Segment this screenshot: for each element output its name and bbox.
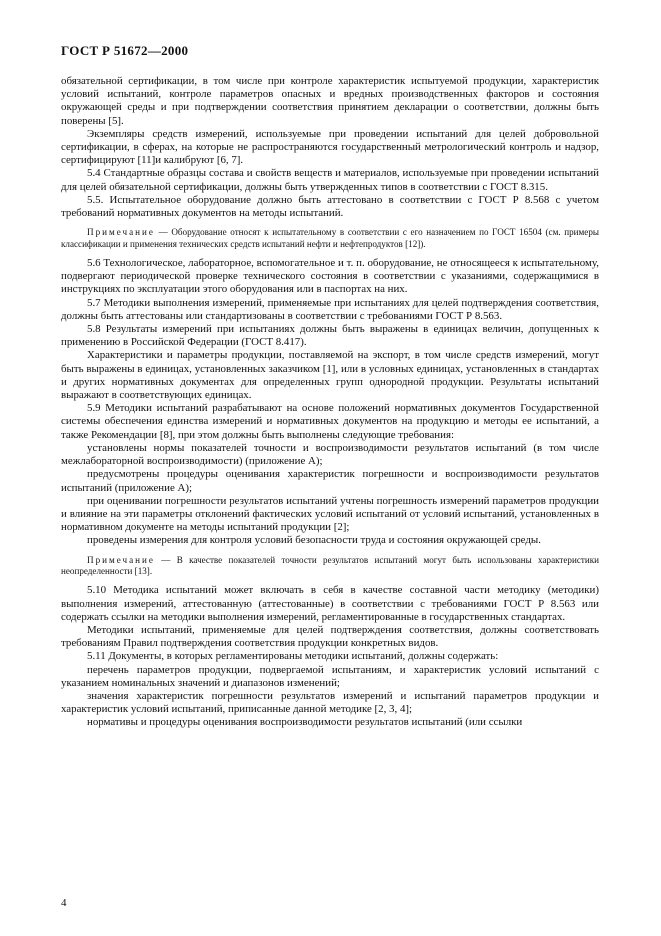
paragraph: Методики испытаний, применяемые для целей подтверждения соответствия, должны соответствовать требованиям Правил подтверждения соответствия продукции конкретных видов. bbox=[61, 623, 599, 650]
paragraph: 5.4 Стандартные образцы состава и свойств веществ и материалов, используемые при проведении испытаний для целей обязательной сертификации, должны быть утвержденных типов в соответствии с ГОСТ 8.315. bbox=[61, 167, 599, 193]
paragraph: Характеристики и параметры продукции, поставляемой на экспорт, в том числе средств измерений, могут быть выражены в единицах, установленных заказчиком [1], или в условных единицах, установленных в стандартах и других нормативных документах для определенных групп однородной продукции. Результаты испытаний выражают в соответствующих единицах. bbox=[61, 349, 599, 402]
document-body bbox=[61, 75, 599, 730]
note-text: — В качестве показателей точности результатов испытаний могут быть использованы характеристики неопределенности [13]. bbox=[61, 554, 599, 576]
paragraph: нормативы и процедуры оценивания воспроизводимости результатов испытаний (или ссылки bbox=[87, 716, 523, 729]
paragraph: 5.8 Результаты измерений при испытаниях должны быть выражены в единицах величин, допущенных к применению в Российской Федерации (ГОСТ 8.417). bbox=[61, 323, 599, 349]
paragraph: 5.7 Методики выполнения измерений, применяемые при испытаниях для целей подтверждения соответствия, должны быть аттестованы или стандартизованы в соответствии с требованиями ГОСТ Р 8.563. bbox=[61, 296, 599, 322]
paragraph: перечень параметров продукции, подвергаемой испытаниям, и характеристик условий испытаний с указанием номинальных значений и диапазонов изменений; bbox=[61, 663, 599, 689]
paragraph: 5.11 Документы, в которых регламентированы методики испытаний, должны содержать: bbox=[87, 650, 499, 663]
note-label: Примечание bbox=[87, 554, 155, 565]
note-1 bbox=[61, 227, 599, 250]
note-2 bbox=[61, 555, 599, 578]
paragraph: 5.6 Технологическое, лабораторное, вспомогательное и т. п. оборудование, не относящееся к испытательному, подвергают периодической проверке технического состояния в соответствии с указаниями, содержащимися в инструкциях по эксплуатации этого оборудования или в паспортах на них. bbox=[61, 257, 599, 296]
paragraph: при оценивании погрешности результатов испытаний учтены погрешность измерений параметров продукции и влияние на эти параметры отклонений фактических условий испытаний от условий испытаний, установленных в нормативном документе на методы испытаний продукции [2]; bbox=[61, 494, 599, 534]
paragraph: установлены нормы показателей точности и воспроизводимости результатов испытаний (в том числе межлабораторной воспроизводимости) (приложение А); bbox=[61, 441, 599, 468]
paragraph: обязательной сертификации, в том числе при контроле характеристик испытуемой продукции, характеристик условий испытаний, контроле параметров опасных и вредных производственных факторов и состояния окружающей среды и при подтверждении соответствия принятием декларации о соответствии, должны быть поверены [5]. bbox=[61, 75, 599, 127]
page-number: 4 bbox=[61, 897, 67, 909]
paragraph: 5.5. Испытательное оборудование должно быть аттестовано в соответствии с ГОСТ Р 8.568 с учетом требований нормативных документов на методы испытаний. bbox=[61, 193, 599, 220]
note-text: — Оборудование относят к испытательному в соответствии с его назначением по ГОСТ 16504 (см. примеры классификации и применения технических средств испытаний нефти и нефтепродуктов [12]). bbox=[61, 227, 599, 249]
note-label: Примечание bbox=[87, 227, 155, 238]
paragraph: проведены измерения для контроля условий безопасности труда и состояния окружающей среды. bbox=[87, 534, 541, 547]
paragraph: Экземпляры средств измерений, используемые при проведении испытаний для целей добровольной сертификации, в сферах, на которые не распространяются государственный метрологический контроль и надзор, сертифицируют [11]и калибруют [6, 7]. bbox=[61, 127, 599, 167]
paragraph: значения характеристик погрешности результатов измерений и испытаний параметров продукции и характеристик условий испытаний, приписанные данной методике [2, 3, 4]; bbox=[61, 689, 599, 716]
paragraph: 5.10 Методика испытаний может включать в себя в качестве составной части методику (методики) выполнения измерений, аттестованную (аттестованные) в соответствии с требованиями ГОСТ Р 8.563 или содержать ссылки на методики выполнения измерений, регламентированные в государственных стандартах. bbox=[61, 584, 599, 623]
paragraph: предусмотрены процедуры оценивания характеристик погрешности и воспроизводимости результатов испытаний (приложение А); bbox=[61, 468, 599, 494]
paragraph: 5.9 Методики испытаний разрабатывают на основе положений нормативных документов Государственной системы обеспечения единства измерений и нормативных документов на продукцию и методы ее испытаний, а также Рекомендации [8], при этом должны быть выполнены следующие требования: bbox=[61, 402, 599, 441]
document-header: ГОСТ Р 51672—2000 bbox=[61, 43, 189, 58]
